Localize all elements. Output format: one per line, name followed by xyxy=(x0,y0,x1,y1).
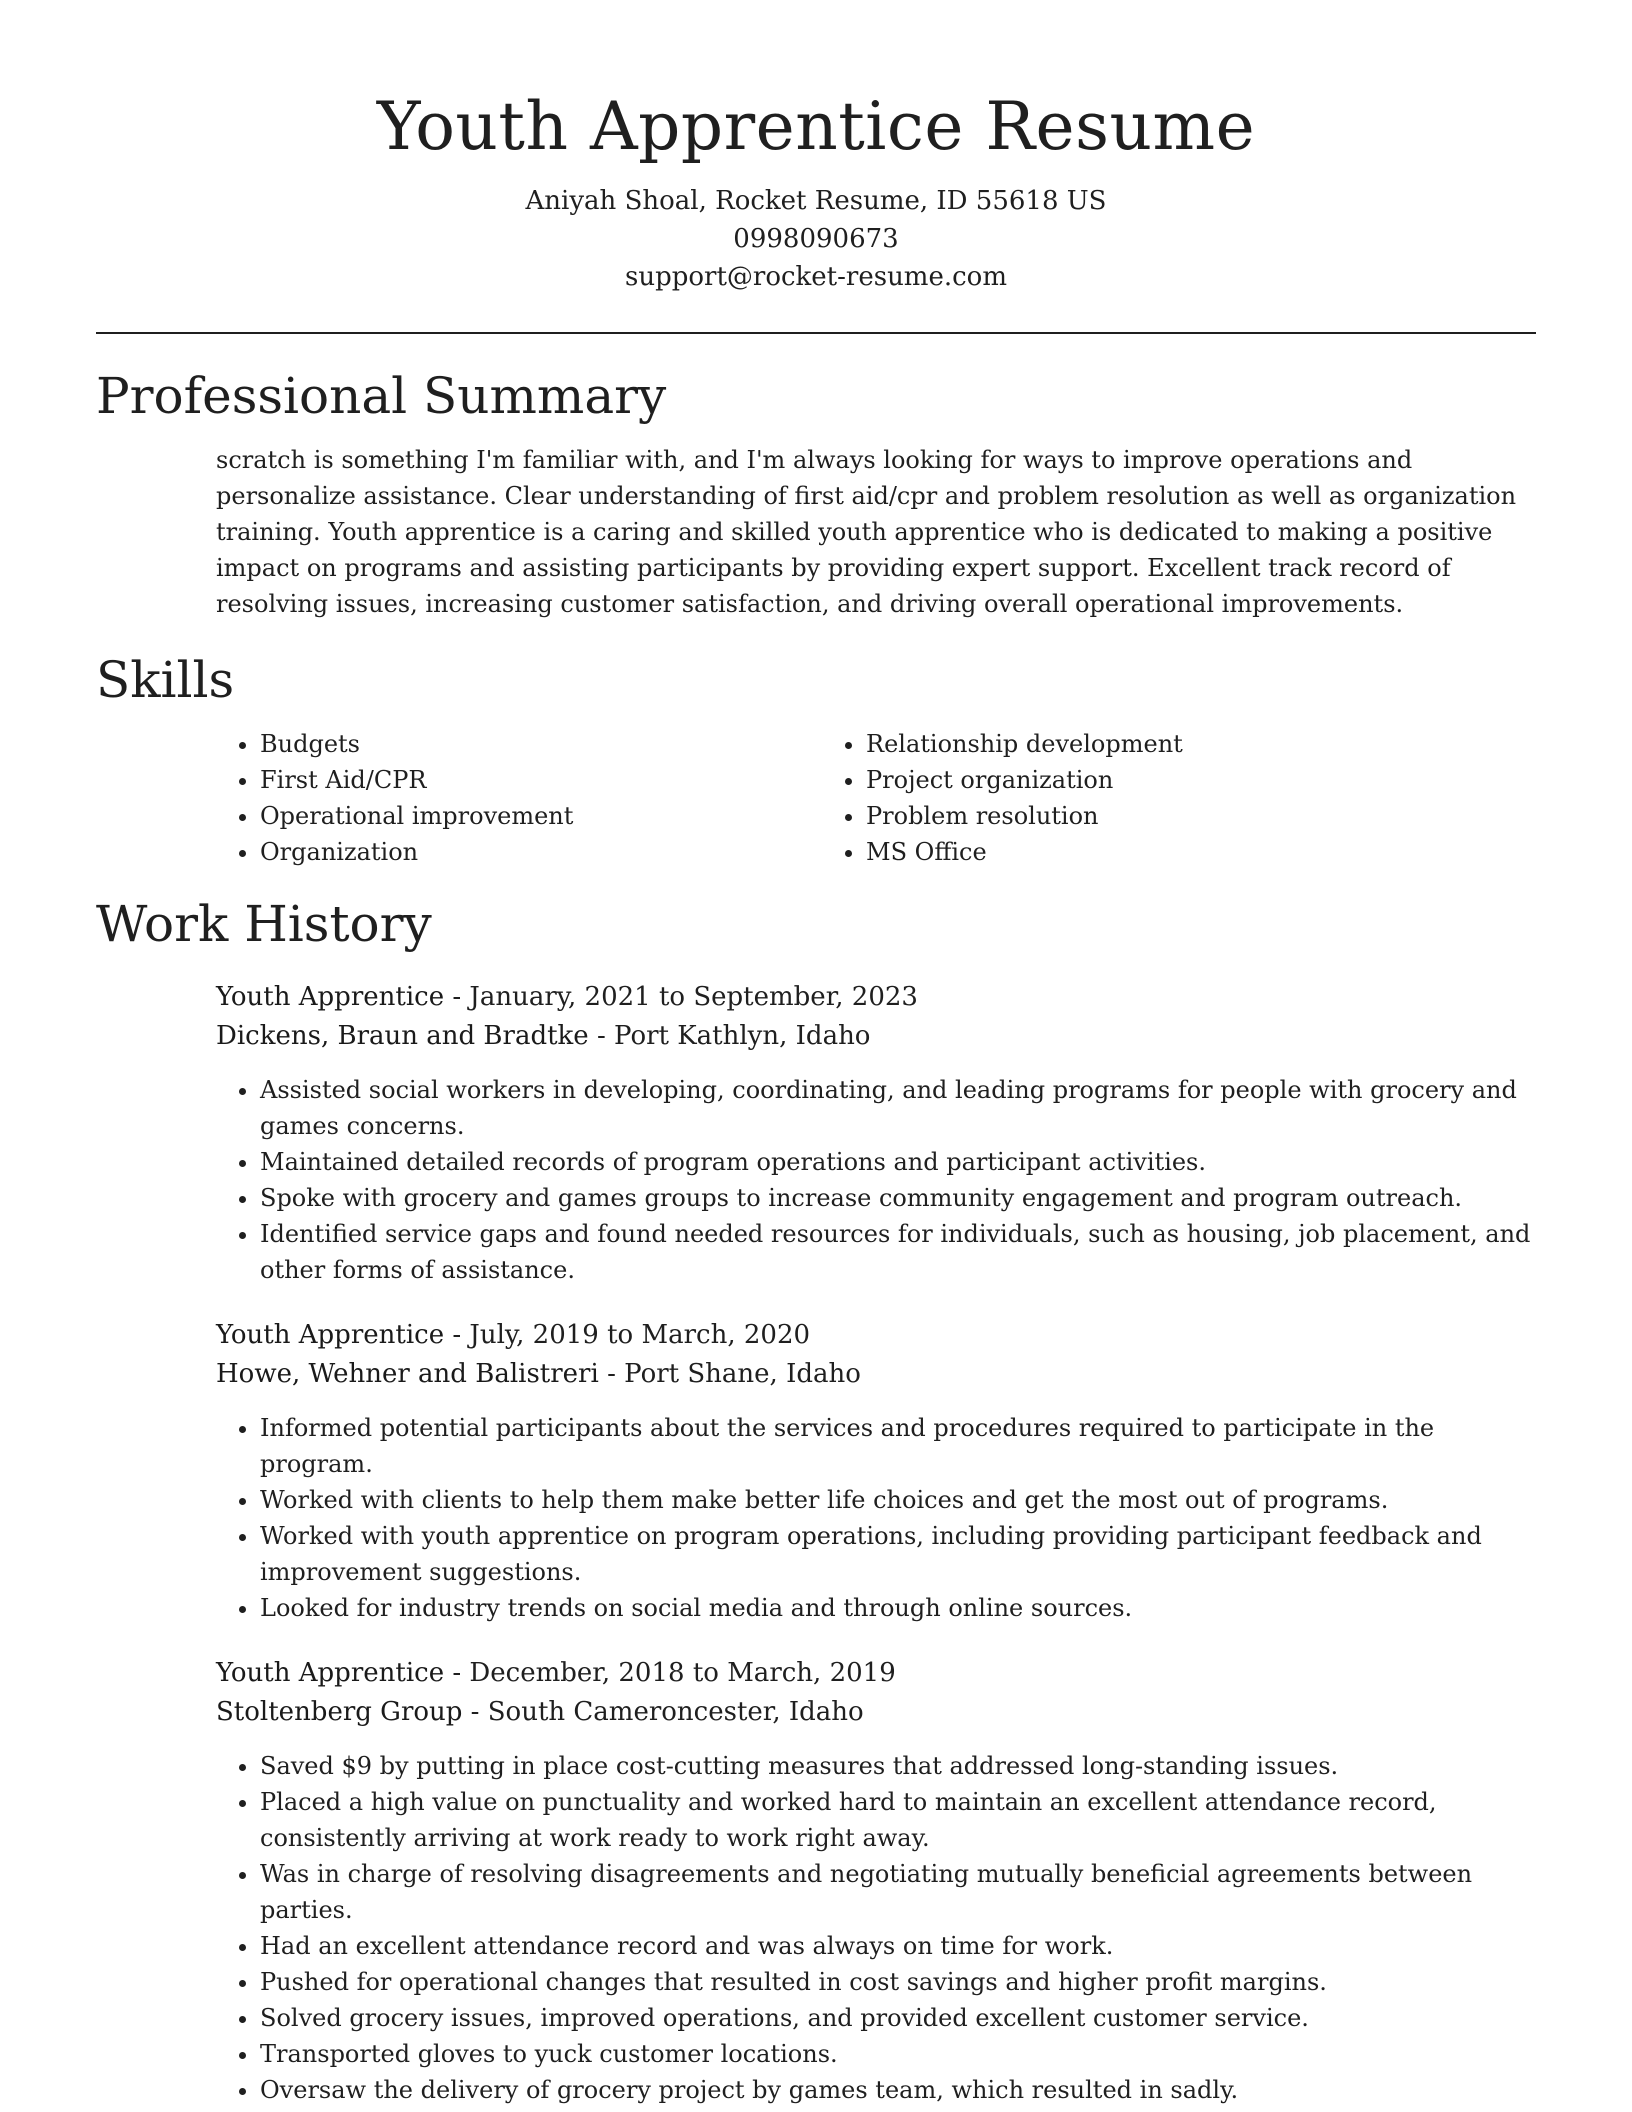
job-location: - Port Kathlyn, Idaho xyxy=(588,1021,871,1051)
skill-item: • First Aid/CPR xyxy=(260,762,822,798)
resume-page xyxy=(96,0,1536,2108)
job-bullet: • Saved $9 by putting in place cost-cutting measures that addressed long-standing issues. xyxy=(260,1748,1536,1784)
header-divider xyxy=(96,332,1536,334)
job-bullet: • Had an excellent attendance record and was always on time for work. xyxy=(260,1928,1536,1964)
job-bullets xyxy=(216,1410,1536,1626)
job-bullet: • Oversaw the delivery of grocery project by games team, which resulted in sadly. xyxy=(260,2072,1536,2108)
job-company: Stoltenberg Group xyxy=(216,1697,463,1727)
job-dates: - December, 2018 to March, 2019 xyxy=(444,1658,896,1688)
job-company: Howe, Wehner and Balistreri xyxy=(216,1359,599,1389)
skills-heading: Skills xyxy=(96,651,235,709)
skill-item: • Problem resolution xyxy=(866,798,1183,834)
job-title-line xyxy=(216,978,1536,1017)
contact-block xyxy=(96,182,1536,296)
skills-list xyxy=(216,726,1536,870)
job-bullet: • Worked with youth apprentice on program operations, including providing participant feedback and improvement suggestions. xyxy=(260,1518,1536,1590)
skill-item: • Operational improvement xyxy=(260,798,822,834)
job-company-line xyxy=(216,1017,1536,1056)
contact-address: Aniyah Shoal, Rocket Resume, ID 55618 US xyxy=(525,186,1107,216)
skills-column-right xyxy=(822,726,1183,870)
job-dates: - January, 2021 to September, 2023 xyxy=(444,982,918,1012)
skill-item: • Relationship development xyxy=(866,726,1183,762)
skill-item: • Budgets xyxy=(260,726,822,762)
job-title: Youth Apprentice xyxy=(216,1658,445,1688)
job-title-line xyxy=(216,1654,1536,1693)
summary-heading: Professional Summary xyxy=(96,367,667,425)
skills-column-left xyxy=(216,726,822,870)
job-bullet: • Assisted social workers in developing, coordinating, and leading programs for people with grocery and games concerns. xyxy=(260,1072,1536,1144)
job-bullet: • Looked for industry trends on social media and through online sources. xyxy=(260,1590,1536,1626)
job-dates: - July, 2019 to March, 2020 xyxy=(444,1320,811,1350)
contact-email: support@rocket-resume.com xyxy=(624,262,1007,292)
job-bullet: • Informed potential participants about the services and procedures required to participate in the program. xyxy=(260,1410,1536,1482)
job-title: Youth Apprentice xyxy=(216,1320,445,1350)
job-entry xyxy=(216,978,1536,1288)
job-bullet: • Solved grocery issues, improved operations, and provided excellent customer service. xyxy=(260,2000,1536,2036)
job-bullet: • Was in charge of resolving disagreements and negotiating mutually beneficial agreements between parties. xyxy=(260,1856,1536,1928)
job-location: - South Cameroncester, Idaho xyxy=(462,1697,864,1727)
job-bullet: • Worked with clients to help them make better life choices and get the most out of programs. xyxy=(260,1482,1536,1518)
job-location: - Port Shane, Idaho xyxy=(598,1359,861,1389)
job-bullets xyxy=(216,1072,1536,1288)
job-company: Dickens, Braun and Bradtke xyxy=(216,1021,589,1051)
skill-item: • Organization xyxy=(260,834,822,870)
skill-item: • Project organization xyxy=(866,762,1183,798)
resume-title: Youth Apprentice Resume xyxy=(376,88,1256,165)
job-bullets xyxy=(216,1748,1536,2108)
job-title-line xyxy=(216,1316,1536,1355)
job-entry xyxy=(216,1316,1536,1626)
job-bullet: • Pushed for operational changes that resulted in cost savings and higher profit margins. xyxy=(260,1964,1536,2000)
job-title: Youth Apprentice xyxy=(216,982,445,1012)
job-bullet: • Transported gloves to yuck customer locations. xyxy=(260,2036,1536,2072)
job-bullet: • Placed a high value on punctuality and worked hard to maintain an excellent attendance record, consistently arriving at work ready to work right away. xyxy=(260,1784,1536,1856)
job-bullet: • Spoke with grocery and games groups to increase community engagement and program outreach. xyxy=(260,1180,1536,1216)
summary-text: scratch is something I'm familiar with, and I'm always looking for ways to improve operations and personalize assistance. Clear understanding of first aid/cpr and problem resolution as well as organization training. Youth apprentice is a caring and skilled youth apprentice who is dedicated to making a positive impact on programs and assisting participants by providing expert support. Excellent track record of resolving issues, increasing customer satisfaction, and driving overall operational improvements. xyxy=(216,446,1517,618)
job-company-line xyxy=(216,1693,1536,1732)
contact-phone: 0998090673 xyxy=(733,224,899,254)
skill-item: • MS Office xyxy=(866,834,1183,870)
job-bullet: • Identified service gaps and found needed resources for individuals, such as housing, job placement, and other forms of assistance. xyxy=(260,1216,1536,1288)
job-bullet: • Maintained detailed records of program operations and participant activities. xyxy=(260,1144,1536,1180)
job-company-line xyxy=(216,1355,1536,1394)
work-history-heading: Work History xyxy=(96,895,432,953)
job-entry xyxy=(216,1654,1536,2108)
